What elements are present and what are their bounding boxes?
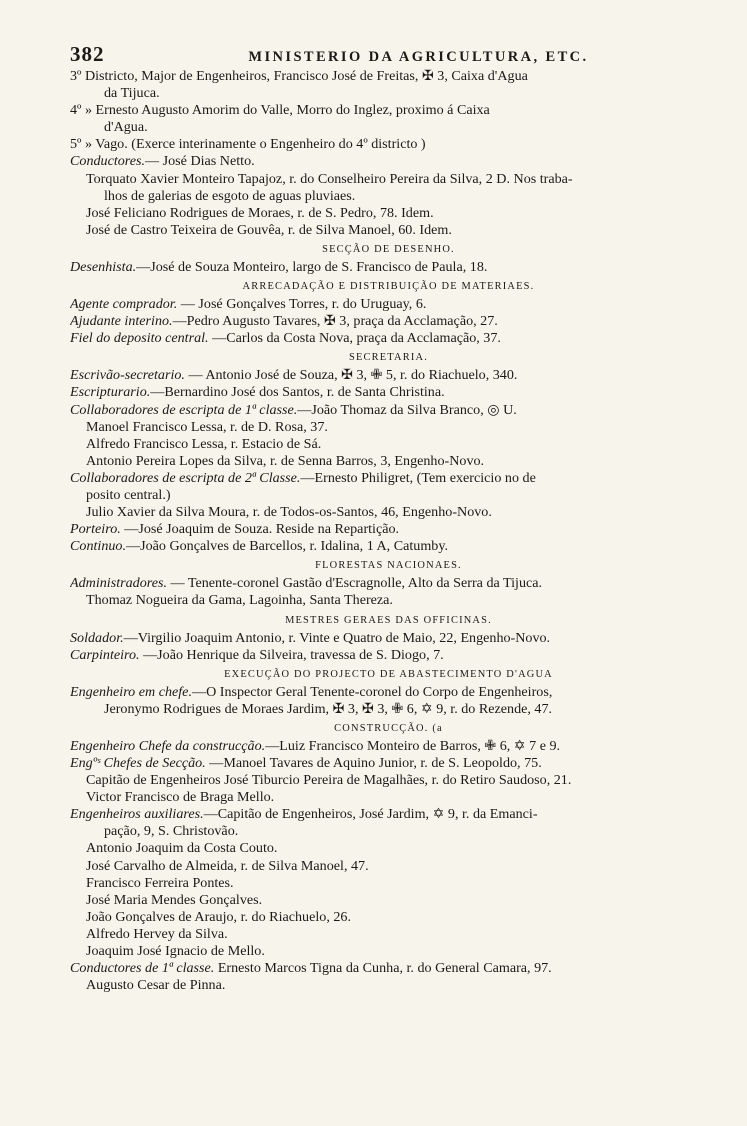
text-line: [70, 419, 707, 436]
entry-text: da Tijuca.: [104, 85, 160, 102]
entry-text: Victor Francisco de Braga Mello.: [86, 789, 275, 806]
entry-text: SECRETARIA.: [348, 352, 429, 364]
entry-label: Collaboradores de escripta de 2ª Classe.: [70, 469, 301, 486]
entry-label: Engenheiro em chefe.: [70, 683, 192, 700]
entry-text: 3º Districto, Major de Engenheiros, Francisco José de Freitas, ✠ 3, Caixa d'Agua: [70, 68, 528, 84]
entry-label: Fiel do deposito central.: [70, 330, 209, 347]
entry-text: —Carlos da Costa Nova, praça da Acclamação, 37.: [208, 330, 501, 347]
entry-text: Francisco Ferreira Pontes.: [86, 874, 234, 891]
entry-text: Manoel Francisco Lessa, r. de D. Rosa, 37.: [86, 418, 328, 435]
entry-text: —José de Souza Monteiro, largo de S. Francisco de Paula, 18.: [136, 258, 488, 275]
entry-text: posito central.): [86, 486, 171, 503]
text-line: [70, 538, 707, 555]
text-line: [70, 487, 707, 504]
entry-text: — José Gonçalves Torres, r. do Uruguay, 6.: [177, 296, 427, 313]
text-line: [70, 102, 707, 119]
text-line: [70, 738, 707, 755]
text-line: [70, 960, 707, 977]
text-line: [70, 171, 707, 188]
text-line: [70, 85, 707, 102]
text-line: [70, 892, 707, 909]
entry-text: d'Agua.: [104, 119, 148, 136]
entry-label: Engenheiros auxiliares.: [70, 806, 204, 823]
entry-label: Engenheiro Chefe da construcção.: [70, 737, 266, 754]
entry-text: SECÇÃO DE DESENHO.: [322, 243, 455, 255]
text-line: [70, 384, 707, 401]
entry-text: — Tenente-coronel Gastão d'Escragnolle, Alto da Serra da Tijuca.: [166, 575, 543, 592]
entry-text: — Antonio José de Souza, ✠ 3, ✙ 5, r. do Riachuelo, 340.: [184, 367, 518, 384]
text-line: [70, 977, 707, 994]
section-heading: [70, 719, 707, 738]
entry-label: Collaboradores de escripta de 1ª classe.: [70, 401, 298, 418]
text-line: [70, 296, 707, 313]
entry-text: Antonio Pereira Lopes da Silva, r. de Senna Barros, 3, Engenho-Novo.: [86, 452, 485, 469]
section-heading: [70, 611, 707, 630]
entry-text: Torquato Xavier Monteiro Tapajoz, r. do Conselheiro Pereira da Silva, 2 D. Nos traba-: [86, 170, 573, 187]
entry-text: Alfredo Francisco Lessa, r. Estacio de Sá.: [86, 435, 322, 452]
text-line: [70, 153, 707, 170]
text-line: [70, 222, 707, 239]
entry-text: —O Inspector Geral Tenente-coronel do Corpo de Engenheiros,: [191, 683, 553, 700]
entry-label: Agente comprador.: [70, 296, 178, 313]
entry-text: José de Castro Teixeira de Gouvêa, r. de Silva Manoel, 60. Idem.: [86, 221, 452, 238]
entry-text: Joaquim José Ignacio de Mello.: [86, 943, 265, 960]
entry-label: Desenhista.: [70, 258, 137, 275]
text-line: [70, 592, 707, 609]
entry-label: Escrivão-secretario.: [70, 367, 185, 384]
text-line: [70, 701, 707, 718]
text-line: [70, 875, 707, 892]
text-line: [70, 259, 707, 276]
page-number: 382: [70, 42, 105, 66]
entry-text: Thomaz Nogueira da Gama, Lagoinha, Santa Thereza.: [86, 592, 393, 609]
entry-label: Continuo.: [70, 538, 126, 555]
text-line: [70, 789, 707, 806]
section-heading: [70, 665, 707, 684]
entry-text: Jeronymo Rodrigues de Moraes Jardim, ✠ 3, ✠ 3, ✙ 6, ✡ 9, r. do Rezende, 47.: [104, 700, 553, 717]
entry-text: CONSTRUCÇÃO. (a: [334, 722, 443, 734]
running-title: MINISTERIO DA AGRICULTURA, ETC.: [248, 49, 589, 65]
entry-text: —João Thomaz da Silva Branco, ◎ U.: [297, 401, 517, 418]
entry-label: Carpinteiro.: [70, 646, 140, 663]
entry-text: Augusto Cesar de Pinna.: [86, 977, 226, 994]
text-line: [70, 772, 707, 789]
text-line: [70, 647, 707, 664]
page-header: [70, 42, 707, 66]
entry-text: —Pedro Augusto Tavares, ✠ 3, praça da Acclamação, 27.: [172, 313, 498, 330]
entry-text: —João Henrique da Silveira, travessa de S. Diogo, 7.: [139, 646, 444, 663]
text-line: [70, 521, 707, 538]
entry-text: —João Gonçalves de Barcellos, r. Idalina, 1 A, Catumby.: [126, 538, 448, 555]
entry-text: lhos de galerias de esgoto de aguas pluviaes.: [104, 187, 356, 204]
entry-text: —Bernardino José dos Santos, r. de Santa Christina.: [150, 384, 445, 401]
entry-label: Administradores.: [70, 575, 167, 592]
text-line: [70, 943, 707, 960]
entry-text: João Gonçalves de Araujo, r. do Riachuelo, 26.: [86, 908, 351, 925]
text-line: [70, 755, 707, 772]
text-line: [70, 926, 707, 943]
text-line: [70, 453, 707, 470]
entry-text: 4º » Ernesto Augusto Amorim do Valle, Morro do Inglez, proximo á Caixa: [70, 102, 490, 119]
text-line: [70, 575, 707, 592]
text-line: [70, 436, 707, 453]
entry-text: —Luiz Francisco Monteiro de Barros, ✙ 6, ✡ 7 e 9.: [265, 737, 561, 754]
text-line: [70, 684, 707, 701]
entry-text: MESTRES GERAES DAS OFFICINAS.: [285, 614, 492, 626]
section-heading: [70, 277, 707, 296]
entry-text: José Feliciano Rodrigues de Moraes, r. de S. Pedro, 78. Idem.: [86, 204, 434, 221]
text-line: [70, 823, 707, 840]
text-line: [70, 840, 707, 857]
text-line: [70, 504, 707, 521]
text-line: [70, 119, 707, 136]
section-heading: [70, 348, 707, 367]
entry-text: Antonio Joaquim da Costa Couto.: [86, 840, 278, 857]
entry-label: Conductores de 1ª classe.: [70, 960, 215, 977]
text-line: [70, 909, 707, 926]
text-line: [70, 367, 707, 384]
entry-text: 5º » Vago. (Exerce interinamente o Engenheiro do 4º districto ): [70, 136, 426, 153]
text-line: [70, 205, 707, 222]
text-line: [70, 630, 707, 647]
text-line: [70, 858, 707, 875]
entry-text: EXECUÇÃO DO PROJECTO DE ABASTECIMENTO D'AGUA: [224, 668, 553, 680]
text-line: [70, 402, 707, 419]
entry-text: ARRECADAÇÃO E DISTRIBUIÇÃO DE MATERIAES.: [242, 281, 535, 293]
entry-text: Alfredo Hervey da Silva.: [86, 925, 228, 942]
entry-text: —Ernesto Philigret, (Tem exercicio no de: [300, 469, 536, 486]
text-line: [70, 313, 707, 330]
text-line: [70, 188, 707, 205]
text-line: [70, 330, 707, 347]
entry-text: José Maria Mendes Gonçalves.: [86, 891, 263, 908]
entry-label: Conductores.: [70, 153, 146, 170]
entry-text: Ernesto Marcos Tigna da Cunha, r. do General Camara, 97.: [214, 960, 552, 977]
section-heading: [70, 556, 707, 575]
entry-text: Julio Xavier da Silva Moura, r. de Todos-os-Santos, 46, Engenho-Novo.: [86, 504, 492, 521]
entry-text: —Manoel Tavares de Aquino Junior, r. de S. Leopoldo, 75.: [205, 755, 542, 771]
section-heading: [70, 240, 707, 259]
entry-text: —José Joaquim de Souza. Reside na Repartição.: [120, 521, 400, 538]
document-body: [70, 68, 707, 994]
entry-label: Engºˢ Chefes de Secção.: [70, 755, 206, 771]
text-line: [70, 68, 707, 85]
entry-text: —Virgilio Joaquim Antonio, r. Vinte e Quatro de Maio, 22, Engenho-Novo.: [123, 629, 551, 646]
entry-text: — José Dias Netto.: [145, 153, 255, 170]
entry-text: —Capitão de Engenheiros, José Jardim, ✡ 9, r. da Emanci-: [203, 806, 538, 823]
entry-text: pação, 9, S. Christovão.: [104, 823, 239, 840]
entry-label: Soldador.: [70, 629, 124, 646]
entry-label: Escripturario.: [70, 384, 151, 401]
text-line: [70, 136, 707, 153]
entry-text: Capitão de Engenheiros José Tiburcio Pereira de Magalhães, r. do Retiro Saudoso, 21.: [86, 772, 572, 789]
entry-text: José Carvalho de Almeida, r. de Silva Manoel, 47.: [86, 857, 369, 874]
entry-text: FLORESTAS NACIONAES.: [315, 560, 462, 572]
entry-label: Ajudante interino.: [70, 313, 173, 330]
entry-label: Porteiro.: [70, 521, 121, 538]
text-line: [70, 806, 707, 823]
text-line: [70, 470, 707, 487]
